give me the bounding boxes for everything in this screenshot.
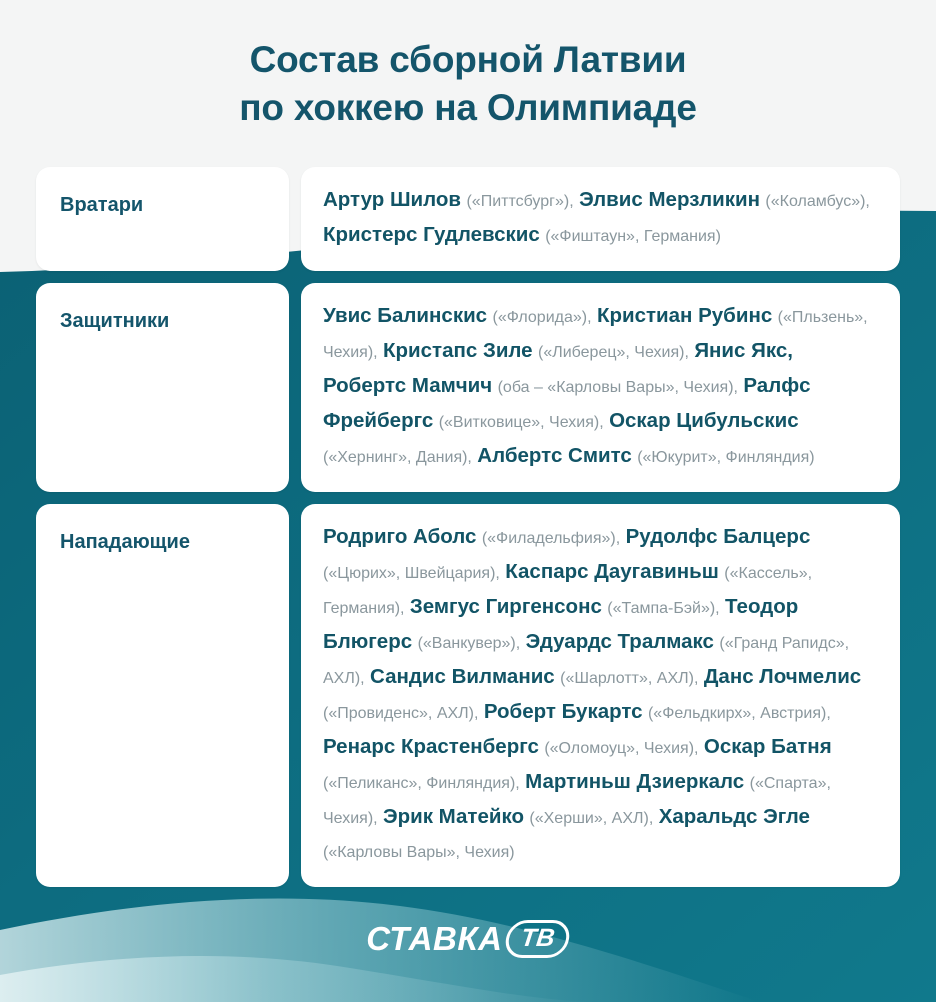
player-club: («Коламбус»),	[765, 193, 870, 210]
player-list	[323, 299, 878, 474]
player-name: Кристиан Рубинс	[596, 304, 773, 327]
page-title-line-1: Состав сборной Латвии	[249, 39, 687, 80]
position-label: Нападающие	[60, 531, 190, 553]
page-title	[0, 36, 936, 132]
player-name: Рудолфс Балцерс	[625, 525, 811, 548]
player-club: («Ванкувер»),	[417, 635, 521, 652]
player-club: («Спарта», Чехия),	[323, 775, 831, 827]
player-name: Эдуардс Тралмакс	[525, 630, 714, 653]
brand-logo-word: СТАВКА	[366, 920, 503, 957]
player-club: («Хернинг», Дания),	[323, 449, 472, 466]
player-name: Ралфс Фрейбергс	[323, 374, 811, 432]
player-name: Харальдс Эгле	[658, 805, 810, 828]
player-list-card-defenders	[301, 283, 900, 492]
position-label-card-defenders	[36, 283, 289, 492]
player-club: (оба – «Карловы Вары», Чехия),	[497, 379, 738, 396]
player-club: («Фельдкирх», Австрия),	[647, 705, 831, 722]
position-label: Вратари	[60, 194, 144, 216]
table-row	[36, 167, 900, 271]
player-club: («Тампа-Бэй»),	[607, 600, 720, 617]
player-club: («Кассель», Германия),	[323, 565, 813, 617]
player-club: («Цюрих», Швейцария),	[323, 565, 500, 582]
page-title-line-2: по хоккею на Олимпиаде	[239, 87, 697, 128]
player-name: Элвис Мерзликин	[579, 188, 760, 211]
player-list-card-goalkeepers	[301, 167, 900, 271]
player-club: («Оломоуц», Чехия),	[544, 740, 699, 757]
player-club: («Шарлотт», АХЛ),	[560, 670, 699, 687]
player-club: («Питтсбург»),	[466, 193, 574, 210]
player-club: («Гранд Рапидс», АХЛ),	[323, 635, 850, 687]
table-row	[36, 283, 900, 492]
player-club: («Карловы Вары», Чехия)	[323, 844, 515, 861]
player-name: Албертс Смитс	[477, 444, 632, 467]
player-name: Мартиньш Дзиеркалс	[525, 770, 745, 793]
player-club: («Филадельфия»),	[481, 530, 621, 547]
player-club: («Флорида»),	[492, 309, 592, 326]
player-list-card-forwards	[301, 504, 900, 887]
player-name: Оскар Батня	[703, 735, 832, 758]
player-club: («Провиденс», АХЛ),	[323, 705, 479, 722]
player-name: Кристапс Зиле	[383, 339, 533, 362]
player-club: («Херши», АХЛ),	[529, 810, 654, 827]
player-name: Кристерс Гудлевскис	[323, 223, 540, 246]
player-name: Оскар Цибульскис	[609, 409, 799, 432]
position-label: Защитники	[60, 310, 170, 332]
player-name: Сандис Вилманис	[370, 665, 555, 688]
player-name: Ренарс Крастенбергс	[323, 735, 539, 758]
position-label-card-forwards	[36, 504, 289, 887]
player-name: Роберт Букартс	[483, 700, 643, 723]
player-name: Данс Лочмелис	[703, 665, 862, 688]
player-club: («Пльзень», Чехия),	[323, 309, 868, 361]
player-club: («Либерец», Чехия),	[538, 344, 689, 361]
table-row	[36, 504, 900, 887]
player-list	[323, 183, 878, 253]
player-club: («Пеликанс», Финляндия),	[323, 775, 520, 792]
brand-logo-badge	[503, 920, 572, 958]
player-name: Теодор Блюгерс	[323, 595, 799, 653]
player-name: Каспарс Даугавиньш	[505, 560, 719, 583]
player-club: («Витковице», Чехия),	[438, 414, 604, 431]
player-name: Янис Якс, Робертс Мамчич	[323, 339, 793, 397]
brand-logo	[0, 920, 936, 958]
position-label-card-goalkeepers	[36, 167, 289, 271]
player-club: («Фиштаун», Германия)	[545, 228, 721, 245]
player-club: («Юкурит», Финляндия)	[637, 449, 815, 466]
player-name: Земгус Гиргенсонс	[409, 595, 602, 618]
brand-logo-badge-text: ТВ	[519, 924, 557, 952]
player-list	[323, 520, 878, 869]
roster-table	[36, 167, 900, 899]
player-name: Увис Балинскис	[323, 304, 488, 327]
player-name: Артур Шилов	[323, 188, 462, 211]
player-name: Родриго Аболс	[323, 525, 477, 548]
player-name: Эрик Матейко	[383, 805, 524, 828]
